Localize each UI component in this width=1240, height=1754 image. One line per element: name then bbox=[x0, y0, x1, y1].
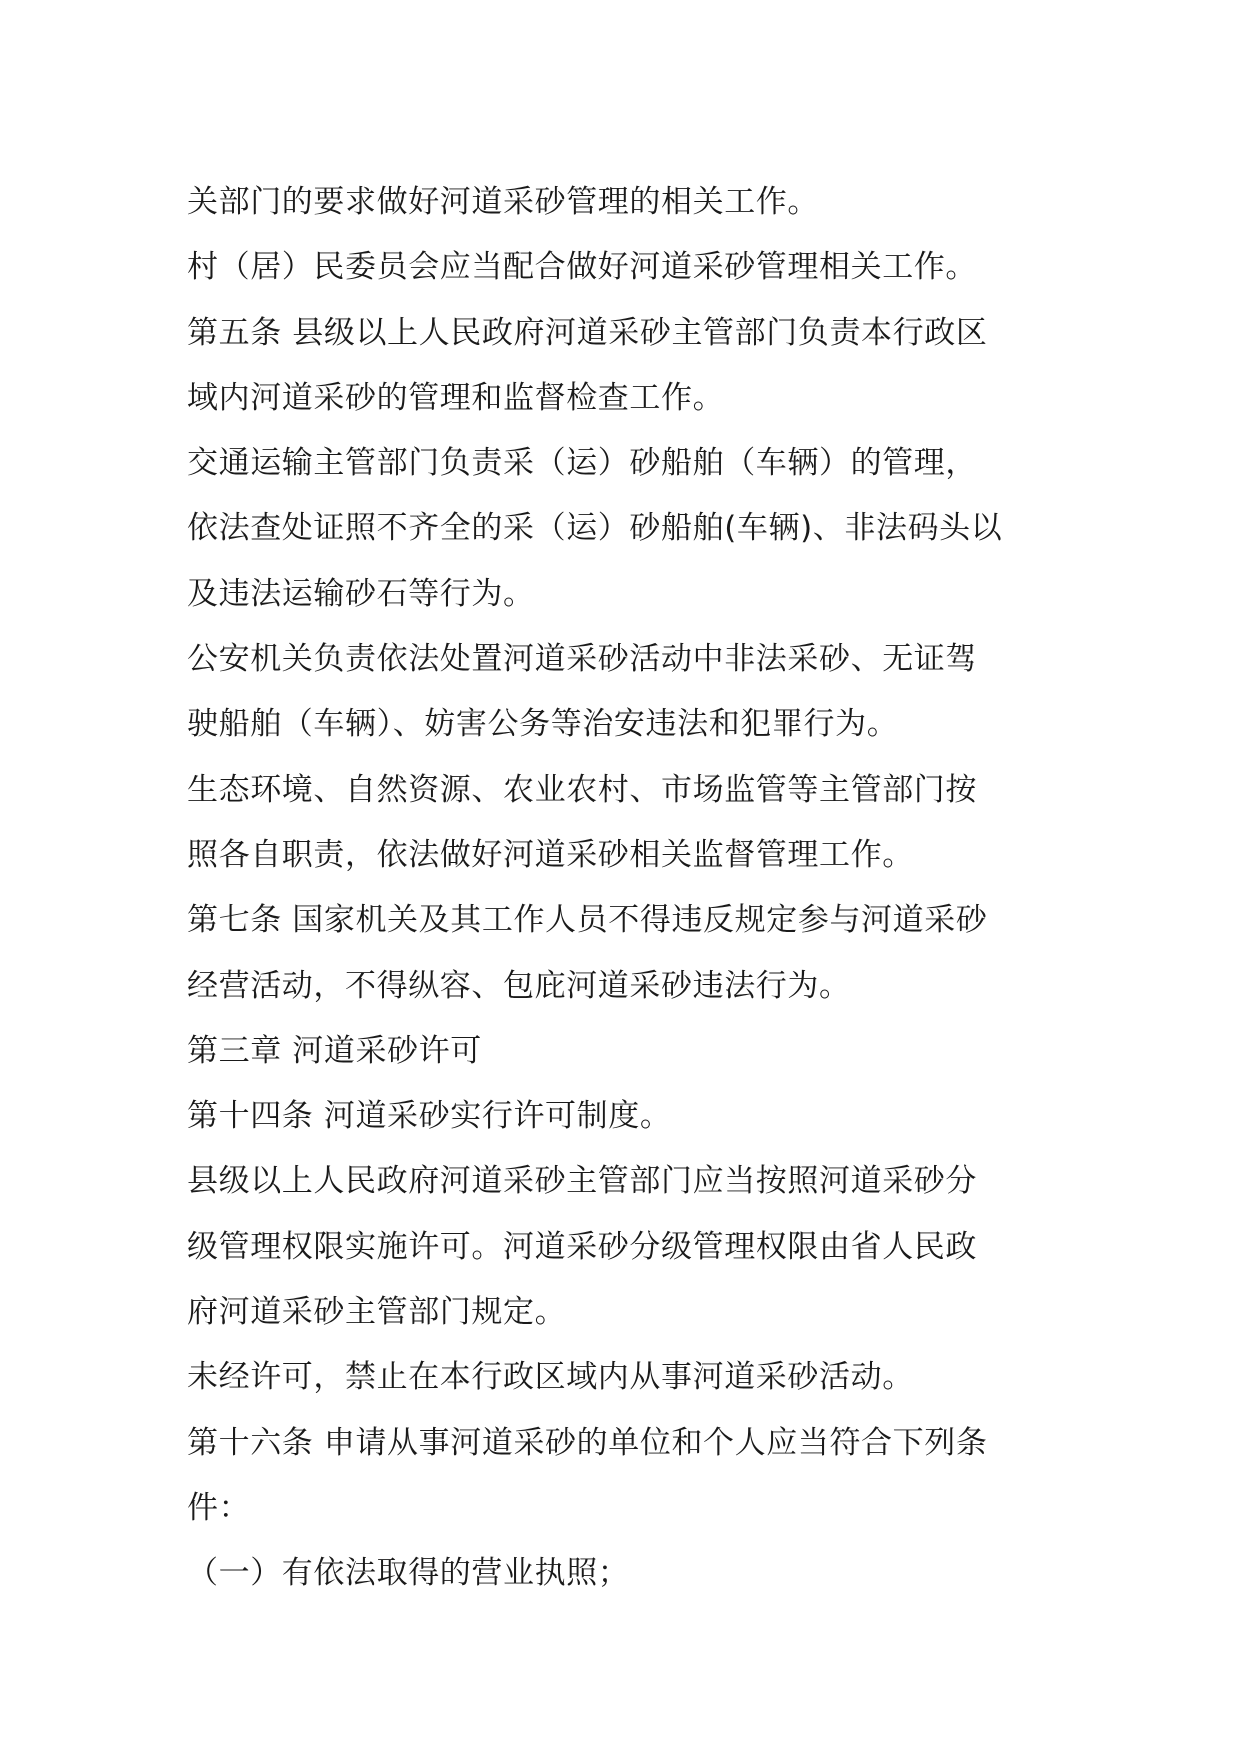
article-heading-line: 第十六条 申请从事河道采砂的单位和个人应当符合下列条 bbox=[187, 1424, 988, 1461]
text-line: 公安机关负责依法处置河道采砂活动中非法采砂、无证驾 bbox=[187, 641, 977, 678]
text-line: 关部门的要求做好河道采砂管理的相关工作。 bbox=[187, 184, 819, 220]
article-heading-line: 第七条 国家机关及其工作人员不得违反规定参与河道采砂 bbox=[187, 902, 988, 939]
text-line: 经营活动，不得纵容、包庇河道采砂违法行为。 bbox=[187, 967, 851, 1004]
list-item-line: （一）有依法取得的营业执照； bbox=[187, 1555, 630, 1592]
text-line: 及违法运输砂石等行为。 bbox=[187, 575, 535, 612]
text-line: 驶船舶（车辆）、妨害公务等治安违法和犯罪行为。 bbox=[187, 706, 899, 743]
text-line: 县级以上人民政府河道采砂主管部门应当按照河道采砂分 bbox=[187, 1163, 977, 1200]
document-body bbox=[187, 170, 1067, 1607]
text-line: 域内河道采砂的管理和监督检查工作。 bbox=[187, 379, 725, 416]
text-line: 未经许可，禁止在本行政区域内从事河道采砂活动。 bbox=[187, 1359, 914, 1396]
text-line: 村（居）民委员会应当配合做好河道采砂管理相关工作。 bbox=[187, 249, 977, 286]
chapter-heading: 第三章 河道采砂许可 bbox=[187, 1032, 482, 1069]
text-line: 照各自职责，依法做好河道采砂相关监督管理工作。 bbox=[187, 836, 914, 873]
article-heading-line: 第十四条 河道采砂实行许可制度。 bbox=[187, 1098, 672, 1135]
text-line: 依法查处证照不齐全的采（运）砂船舶(车辆)、非法码头以 bbox=[187, 510, 1003, 547]
article-heading-line: 第五条 县级以上人民政府河道采砂主管部门负责本行政区 bbox=[187, 314, 988, 351]
text-line: 生态环境、自然资源、农业农村、市场监管等主管部门按 bbox=[187, 771, 977, 808]
text-line: 级管理权限实施许可。河道采砂分级管理权限由省人民政 bbox=[187, 1228, 977, 1265]
text-line: 交通运输主管部门负责采（运）砂船舶（车辆）的管理， bbox=[187, 445, 977, 482]
text-line: 件： bbox=[187, 1489, 251, 1526]
text-line: 府河道采砂主管部门规定。 bbox=[187, 1294, 567, 1331]
